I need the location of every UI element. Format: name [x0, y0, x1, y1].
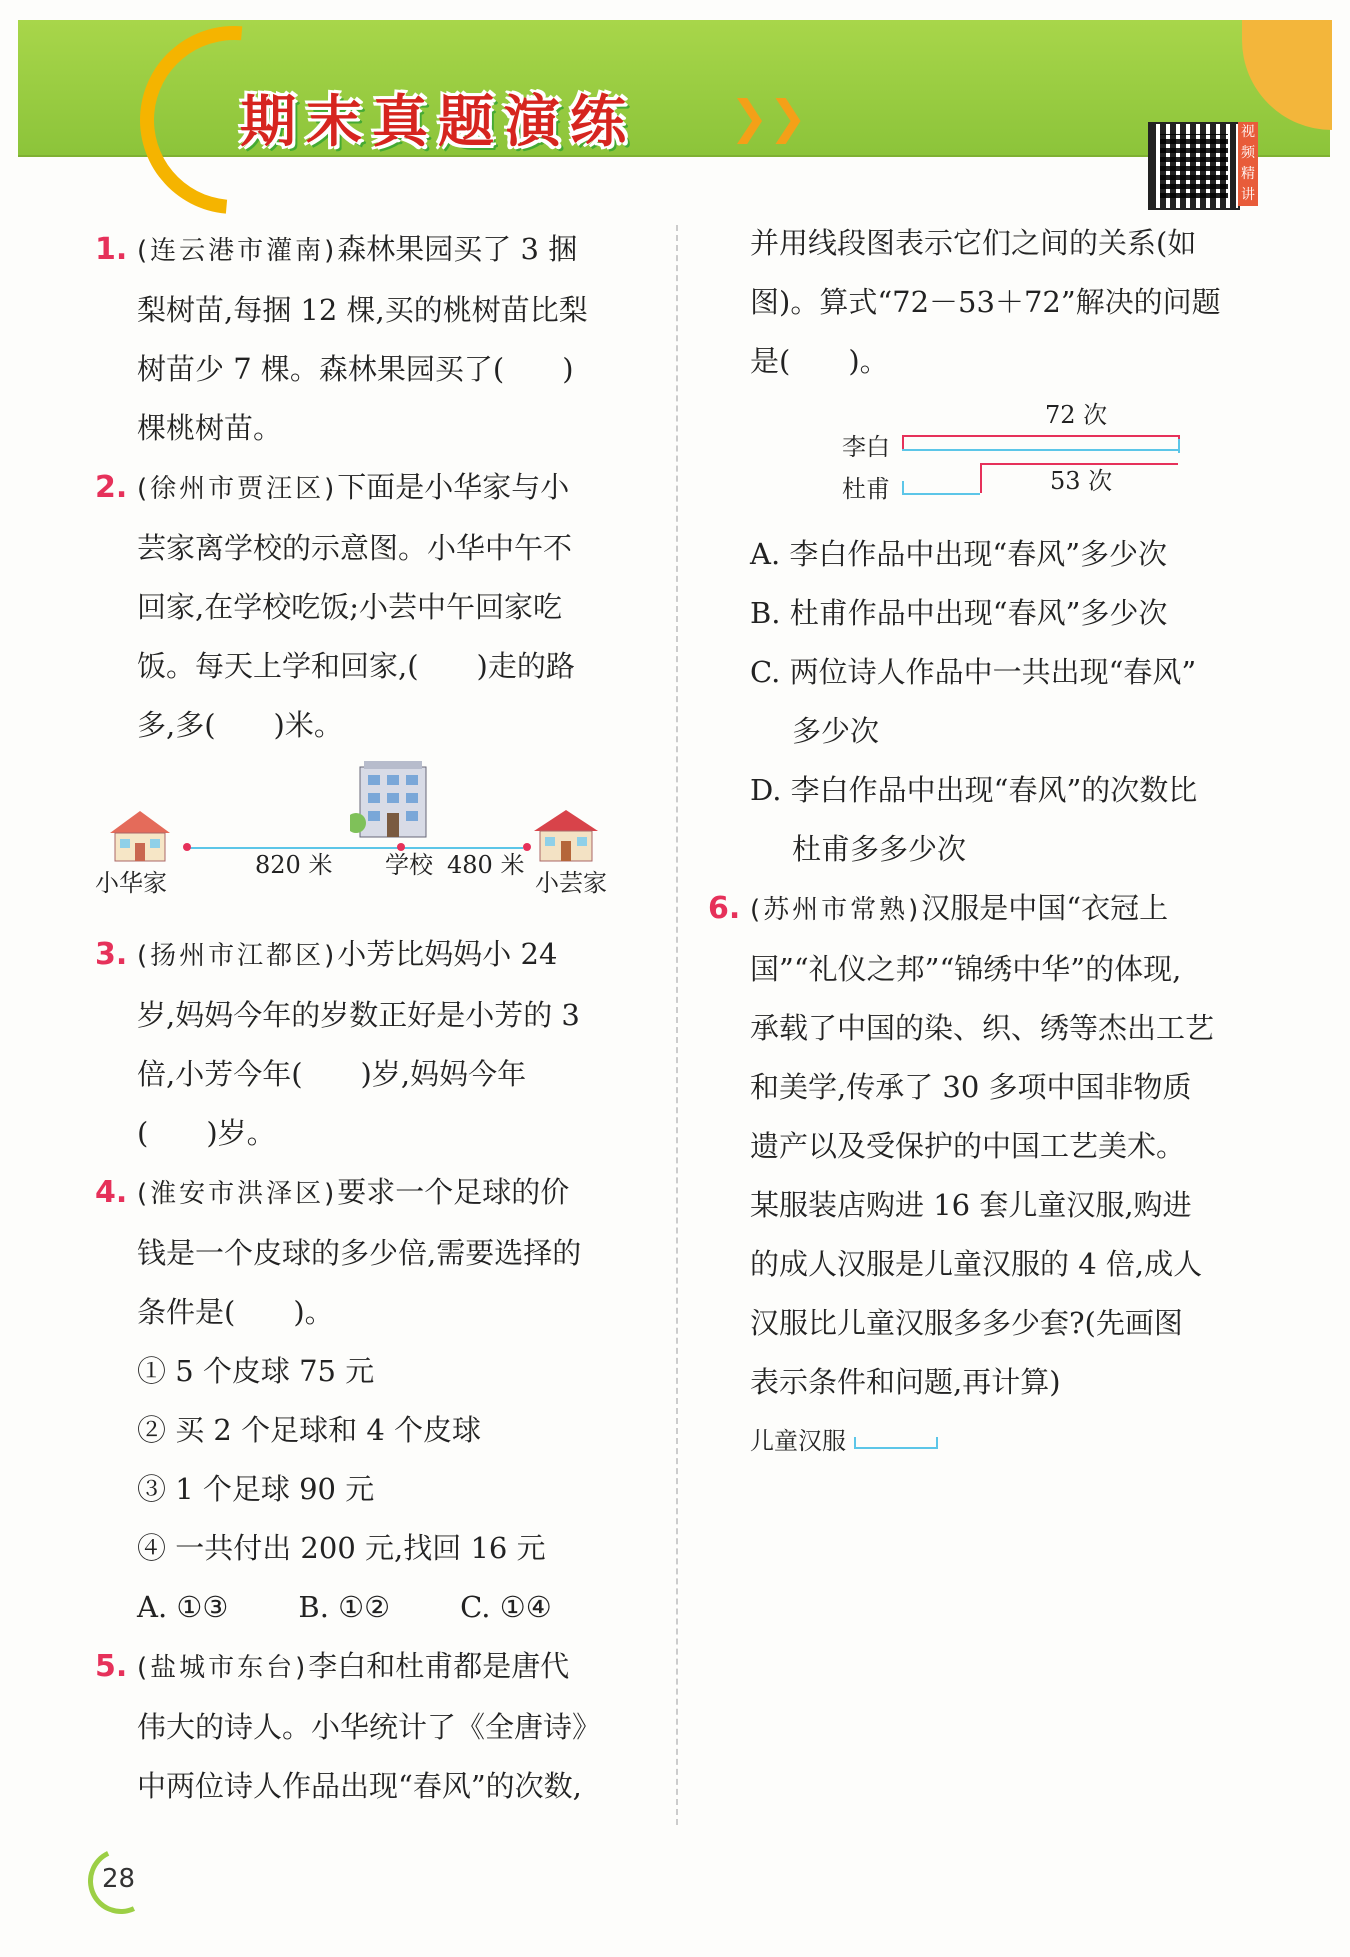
left-column	[95, 220, 655, 1816]
question-text: 伟大的诗人。小华统计了《全唐诗》	[137, 1710, 602, 1744]
question-text: 小芳比妈妈小 24	[337, 937, 558, 971]
question-number: 3.	[95, 937, 128, 972]
option-b[interactable]: B. 杜甫作品中出现“春风”多少次	[750, 596, 1168, 630]
question-2	[95, 458, 655, 755]
double-chevron-icon: ❯❯	[730, 90, 808, 144]
question-text: 下面是小华家与小	[337, 470, 570, 504]
condition-item: ③ 1 个足球 90 元	[137, 1472, 375, 1506]
school-distance-map	[95, 759, 655, 919]
question-text: 条件是( )。	[137, 1295, 334, 1329]
question-text: 汉服比儿童汉服多多少套?(先画图	[750, 1306, 1183, 1340]
question-text: 是( )。	[750, 344, 889, 378]
route-point	[523, 843, 531, 851]
top-segment-label: 72 次	[1045, 401, 1108, 429]
option-d[interactable]: D. 李白作品中出现“春风”的次数比	[750, 773, 1198, 807]
question-text: 某服装店购进 16 套儿童汉服,购进	[750, 1188, 1192, 1222]
left-distance-label: 820 米	[255, 851, 333, 879]
question-source: (淮安市洪泽区)	[137, 1179, 338, 1209]
option-c[interactable]: C. 两位诗人作品中一共出现“春风”	[750, 655, 1197, 689]
question-3	[95, 925, 655, 1163]
libai-segment	[902, 449, 1178, 451]
school-label: 学校	[385, 851, 433, 879]
page-number: 28	[102, 1864, 136, 1894]
segment-start	[902, 481, 904, 495]
question-text: 的成人汉服是儿童汉服的 4 倍,成人	[750, 1247, 1203, 1281]
question-source: (连云港市灌南)	[137, 236, 338, 266]
question-source: (扬州市江都区)	[137, 941, 338, 971]
question-text: 表示条件和问题,再计算)	[750, 1365, 1061, 1399]
question-text: 汉服是中国“衣冠上	[921, 891, 1169, 925]
route-line	[187, 847, 523, 849]
school-building-icon	[350, 759, 436, 839]
question-number: 2.	[95, 470, 128, 505]
question-source: (徐州市贾汪区)	[137, 474, 338, 504]
option-a[interactable]: A. ①③	[137, 1590, 229, 1624]
question-text: 树苗少 7 棵。森林果园买了( )	[137, 352, 574, 386]
right-column	[708, 214, 1270, 1471]
row-label-dufu: 杜甫	[842, 475, 890, 503]
condition-item: ④ 一共付出 200 元,找回 16 元	[137, 1531, 546, 1565]
route-point	[183, 843, 191, 851]
question-number: 5.	[95, 1649, 128, 1684]
option-c-cont: 多少次	[792, 714, 880, 748]
option-c[interactable]: C. ①④	[460, 1590, 552, 1624]
right-distance-label: 480 米	[447, 851, 525, 879]
option-b[interactable]: B. ①②	[298, 1590, 391, 1624]
condition-item: ② 买 2 个足球和 4 个皮球	[137, 1413, 481, 1447]
question-text: 回家,在学校吃饭;小芸中午回家吃	[137, 590, 562, 624]
libai-brace	[902, 435, 1178, 437]
diagram-label: 儿童汉服	[750, 1427, 846, 1455]
row-label-libai: 李白	[842, 433, 890, 461]
answer-options	[137, 1578, 655, 1637]
brace-end	[902, 435, 904, 449]
question-number: 6.	[708, 891, 741, 926]
question-source: (苏州市常熟)	[750, 895, 922, 925]
qr-label: 视频精讲	[1238, 122, 1258, 206]
page-title: 期末真题演练	[240, 90, 636, 155]
column-divider	[676, 225, 678, 1825]
option-d-cont: 杜甫多多少次	[792, 832, 967, 866]
question-text: 和美学,传承了 30 多项中国非物质	[750, 1070, 1192, 1104]
question-text: 承载了中国的染、织、绣等杰出工艺	[750, 1011, 1215, 1045]
segment-end	[1178, 439, 1180, 453]
route-point	[397, 843, 405, 851]
difference-brace	[980, 463, 1178, 465]
question-text: 遗产以及受保护的中国工艺美术。	[750, 1129, 1186, 1163]
question-text: 森林果园买了 3 捆	[337, 232, 578, 266]
question-text: 多,多( )米。	[137, 708, 343, 742]
question-number: 1.	[95, 232, 128, 267]
question-4	[95, 1163, 655, 1637]
segment-diagram	[790, 401, 1230, 521]
question-6	[708, 879, 1270, 1471]
question-5	[95, 1637, 655, 1816]
bottom-segment-label: 53 次	[1050, 467, 1113, 495]
question-text: 梨树苗,每捆 12 棵,买的桃树苗比梨	[137, 293, 588, 327]
question-text: 倍,小芳今年( )岁,妈妈今年	[137, 1057, 527, 1091]
question-text: 中两位诗人作品出现“春风”的次数,	[137, 1769, 582, 1803]
question-source: (盐城市东台)	[137, 1653, 309, 1683]
question-text: 芸家离学校的示意图。小华中午不	[137, 531, 573, 565]
question-text: 国”“礼仪之邦”“锦绣中华”的体现,	[750, 952, 1182, 986]
question-text: 岁,妈妈今年的岁数正好是小芳的 3	[137, 998, 580, 1032]
question-text: 李白和杜甫都是唐代	[308, 1649, 570, 1683]
right-home-label: 小芸家	[535, 869, 607, 897]
question-text: ( )岁。	[137, 1116, 276, 1150]
question-1	[95, 220, 655, 458]
hanfu-diagram	[750, 1412, 1270, 1471]
left-home-label: 小华家	[95, 869, 167, 897]
question-text: 并用线段图表示它们之间的关系(如	[750, 226, 1197, 260]
question-number: 4.	[95, 1175, 128, 1210]
question-text: 图)。算式“72－53＋72”解决的问题	[750, 285, 1221, 319]
question-text: 钱是一个皮球的多少倍,需要选择的	[137, 1236, 582, 1270]
house-icon	[105, 807, 175, 863]
question-text: 要求一个足球的价	[337, 1175, 570, 1209]
brace-end	[980, 463, 982, 493]
condition-item: ① 5 个皮球 75 元	[137, 1354, 375, 1388]
hanfu-segment	[854, 1437, 938, 1449]
dufu-segment	[902, 493, 980, 495]
question-text: 饭。每天上学和回家,( )走的路	[137, 649, 575, 683]
house-icon	[531, 807, 601, 863]
option-a[interactable]: A. 李白作品中出现“春风”多少次	[750, 537, 1168, 571]
question-text: 棵桃树苗。	[137, 411, 283, 445]
qr-code-icon[interactable]	[1148, 122, 1240, 210]
